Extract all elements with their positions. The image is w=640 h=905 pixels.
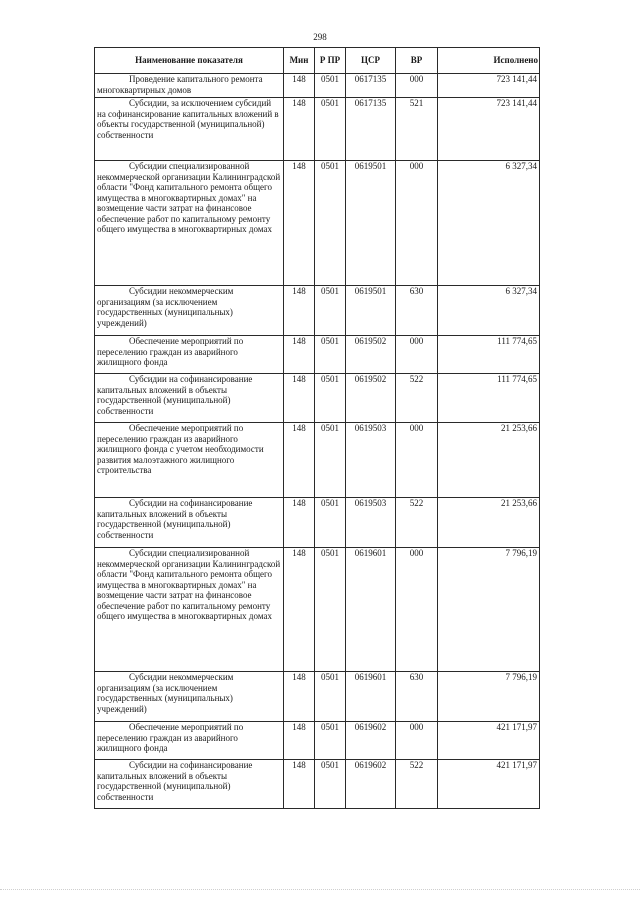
row-amount: 111 774,65 (438, 374, 540, 423)
table-row (95, 722, 540, 760)
table-row (95, 374, 540, 423)
row-section: 0501 (315, 161, 346, 286)
row-name: Обеспечение мероприятий по переселению граждан из аварийного жилищного фонда с учетом необходимости развития малоэтажного жилищного строительства (97, 423, 264, 475)
row-amount: 21 253,66 (438, 498, 540, 548)
row-csr: 0617135 (346, 74, 396, 98)
row-section: 0501 (315, 498, 346, 548)
row-ministry: 148 (284, 286, 315, 336)
row-amount: 6 327,34 (438, 161, 540, 286)
table-row (95, 286, 540, 336)
row-csr: 0619501 (346, 161, 396, 286)
row-section: 0501 (315, 98, 346, 161)
header-executed: Исполнено (438, 48, 540, 74)
row-amount: 6 327,34 (438, 286, 540, 336)
header-vr: ВР (396, 48, 438, 74)
row-vr: 000 (396, 161, 438, 286)
row-amount: 421 171,97 (438, 760, 540, 809)
row-csr: 0619601 (346, 548, 396, 672)
row-section: 0501 (315, 722, 346, 760)
row-ministry: 148 (284, 336, 315, 374)
row-section: 0501 (315, 548, 346, 672)
budget-execution-table (94, 47, 540, 809)
row-vr: 521 (396, 98, 438, 161)
row-ministry: 148 (284, 374, 315, 423)
page-number: 298 (313, 32, 327, 42)
table-row (95, 548, 540, 672)
row-vr: 000 (396, 722, 438, 760)
row-name: Обеспечение мероприятий по переселению граждан из аварийного жилищного фонда (97, 336, 244, 367)
row-ministry: 148 (284, 498, 315, 548)
scan-artifact-line (0, 889, 640, 891)
row-csr: 0619602 (346, 722, 396, 760)
table-header-row (95, 48, 540, 74)
row-vr: 000 (396, 336, 438, 374)
header-section: Р ПР (315, 48, 346, 74)
row-section: 0501 (315, 672, 346, 722)
row-name: Субсидии на софинансирование капитальных вложений в объекты государственной (муниципальной) собственности (97, 374, 253, 416)
row-section: 0501 (315, 336, 346, 374)
table-row (95, 423, 540, 498)
row-name: Субсидии некоммерческим организациям (за исключением государственных (муниципальных) учреждений) (97, 286, 234, 328)
row-ministry: 148 (284, 548, 315, 672)
row-section: 0501 (315, 374, 346, 423)
row-amount: 723 141,44 (438, 98, 540, 161)
row-amount: 723 141,44 (438, 74, 540, 98)
row-amount: 7 796,19 (438, 548, 540, 672)
header-csr: ЦСР (346, 48, 396, 74)
table-row (95, 672, 540, 722)
row-csr: 0619601 (346, 672, 396, 722)
row-ministry: 148 (284, 423, 315, 498)
row-section: 0501 (315, 760, 346, 809)
row-section: 0501 (315, 423, 346, 498)
row-vr: 000 (396, 74, 438, 98)
row-name: Проведение капитального ремонта многоквартирных домов (97, 74, 263, 95)
header-name: Наименование показателя (95, 48, 284, 74)
row-name: Обеспечение мероприятий по переселению граждан из аварийного жилищного фонда (97, 722, 244, 753)
row-amount: 21 253,66 (438, 423, 540, 498)
row-ministry: 148 (284, 760, 315, 809)
table-row (95, 98, 540, 161)
row-vr: 630 (396, 672, 438, 722)
row-vr: 000 (396, 548, 438, 672)
row-name: Субсидии специализированной некоммерческой организации Калининградской области "Фонд капитального ремонта общего имущества в многоквартирных домах" на возмещение части затрат на финансовое обеспечение работ по капитальному ремонту общего имущества в многоквартирных домах (97, 161, 281, 234)
table-row (95, 74, 540, 98)
row-csr: 0619503 (346, 423, 396, 498)
row-ministry: 148 (284, 672, 315, 722)
row-csr: 0619503 (346, 498, 396, 548)
row-csr: 0617135 (346, 98, 396, 161)
table-row (95, 498, 540, 548)
table-row (95, 760, 540, 809)
row-ministry: 148 (284, 98, 315, 161)
row-vr: 522 (396, 498, 438, 548)
row-ministry: 148 (284, 161, 315, 286)
row-amount: 111 774,65 (438, 336, 540, 374)
row-amount: 7 796,19 (438, 672, 540, 722)
row-ministry: 148 (284, 722, 315, 760)
row-name: Субсидии на софинансирование капитальных вложений в объекты государственной (муниципальной) собственности (97, 498, 253, 540)
table-row (95, 161, 540, 286)
row-csr: 0619502 (346, 336, 396, 374)
row-csr: 0619602 (346, 760, 396, 809)
row-name: Субсидии на софинансирование капитальных вложений в объекты государственной (муниципальной) собственности (97, 760, 253, 802)
row-section: 0501 (315, 74, 346, 98)
row-ministry: 148 (284, 74, 315, 98)
header-ministry: Мин (284, 48, 315, 74)
table-row (95, 336, 540, 374)
row-vr: 630 (396, 286, 438, 336)
row-vr: 522 (396, 760, 438, 809)
row-vr: 522 (396, 374, 438, 423)
row-amount: 421 171,97 (438, 722, 540, 760)
row-section: 0501 (315, 286, 346, 336)
row-name: Субсидии некоммерческим организациям (за исключением государственных (муниципальных) учреждений) (97, 672, 234, 714)
row-csr: 0619502 (346, 374, 396, 423)
row-name: Субсидии, за исключением субсидий на софинансирование капитальных вложений в объекты государственной (муниципальной) собственности (97, 98, 279, 140)
row-vr: 000 (396, 423, 438, 498)
row-name: Субсидии специализированной некоммерческой организации Калининградской области "Фонд капитального ремонта общего имущества в многоквартирных домах" на возмещение части затрат на финансовое обеспечение работ по капитальному ремонту общего имущества в многоквартирных домах (97, 548, 281, 621)
row-csr: 0619501 (346, 286, 396, 336)
